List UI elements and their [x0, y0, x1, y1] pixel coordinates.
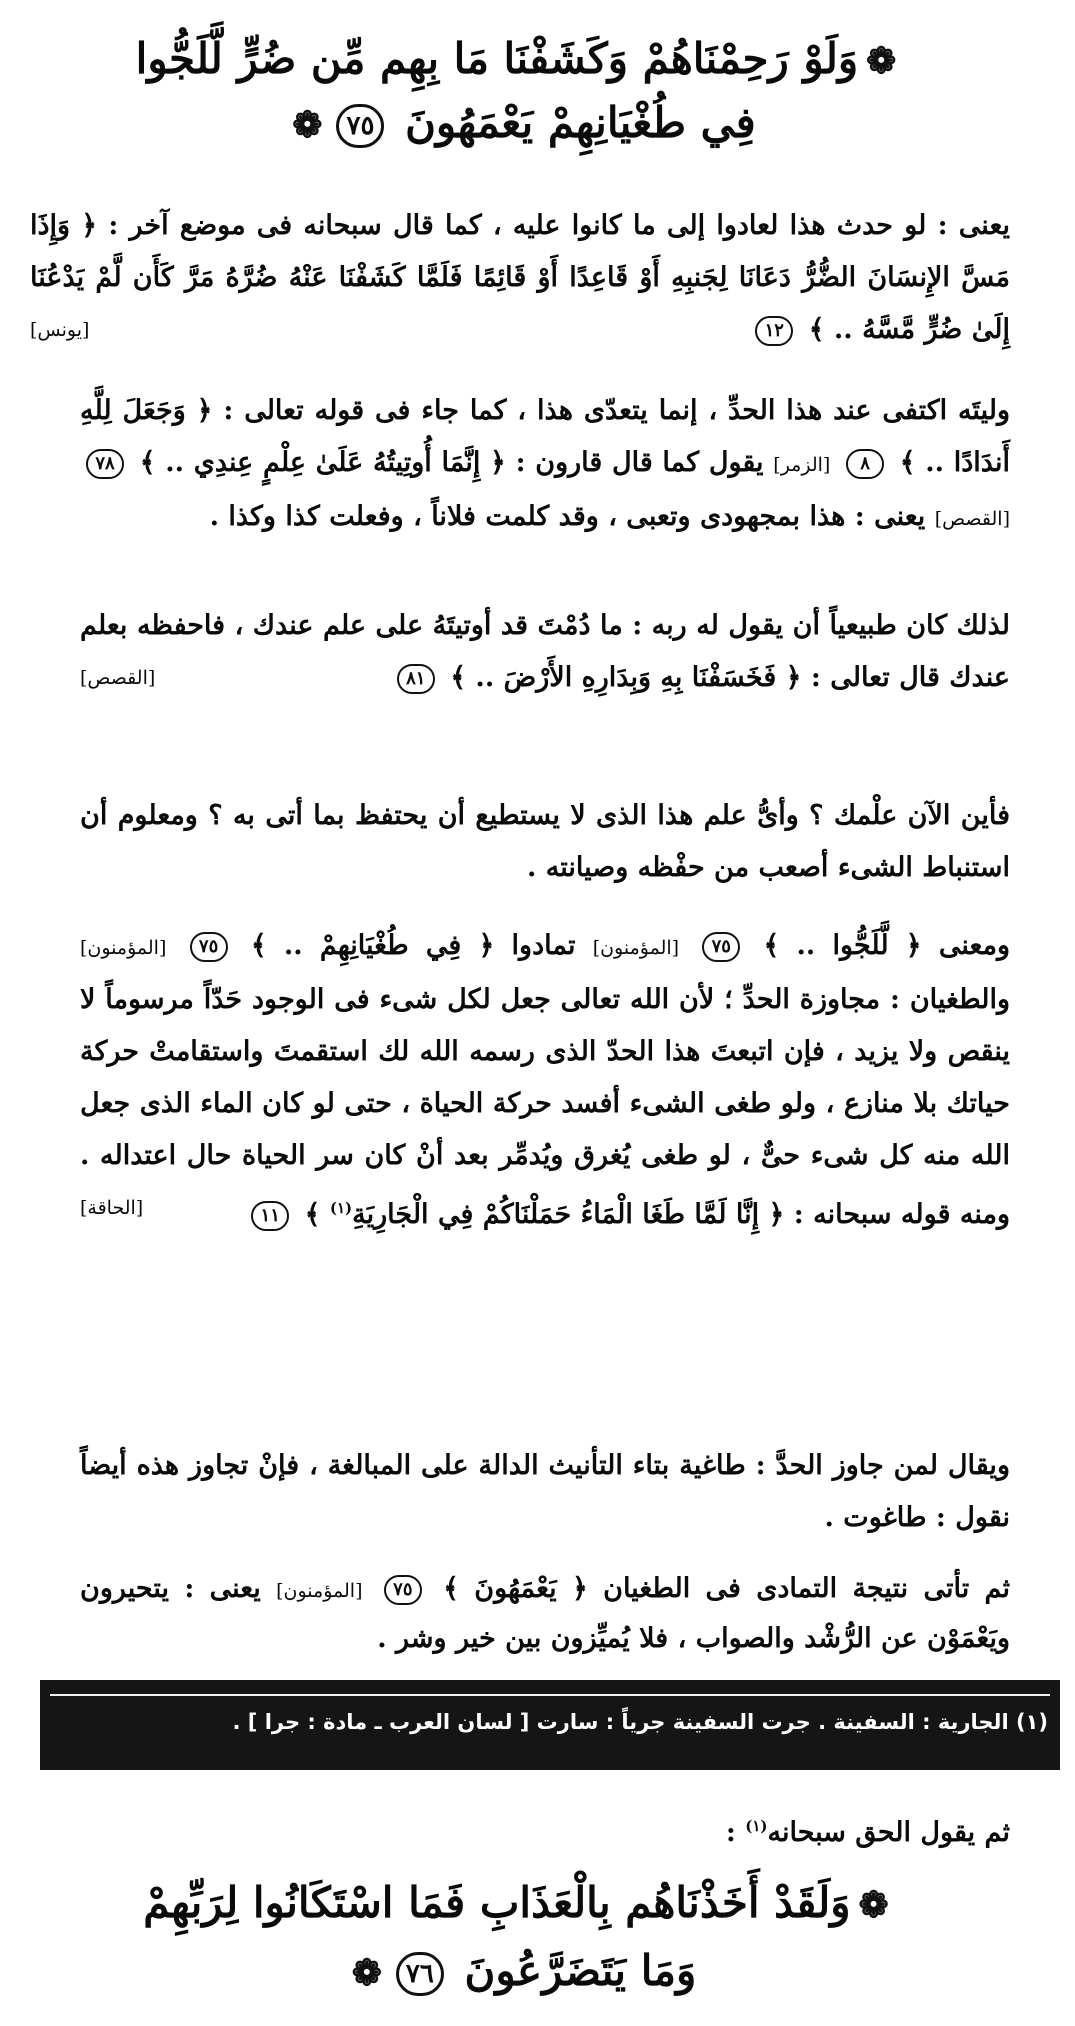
ayah-number-badge: ٧٨	[86, 449, 124, 479]
ayah-number-badge: ١١	[251, 1201, 289, 1231]
sura-reference: [القصص]	[80, 667, 156, 689]
ayah-number-badge: ٨١	[397, 664, 435, 694]
sura-reference: [القصص]	[934, 508, 1010, 530]
paragraph-2: وليتَه اكتفى عند هذا الحدِّ ، إنما يتعدّى هذا ، كما جاء فى قوله تعالى : ﴿ وَجَعَلَ لِلَّهِ أَندَادًا .. ﴾ ٨ [الزمر] يقول كما قال قارون : ﴿ إِنَّمَا أُوتِيتُهُ عَلَىٰ عِلْمٍ عِندِي .. ﴾ ٧٨ [القصص] يعنى : هذا بمجهودى وتعبى ، وقد كلمت فلاناً ، وفعلت كذا وكذا .	[80, 395, 1010, 532]
ayah-number-badge: ٧٥	[384, 1575, 422, 1605]
paragraph-7: ثم تأتى نتيجة التمادى فى الطغيان ﴿ يَعْمَهُونَ ﴾ ٧٥ [المؤمنون] يعنى : يتحيرون ويَعْمَوْن عن الرُّشْد والصواب ، فلا يُميِّزون بين خير وشر .	[80, 1573, 1011, 1654]
verse-line-1: ❁وَلَقَدْ أَخَذْنَاهُم بِالْعَذَابِ فَمَا اسْتَكَانُوا لِرَبِّهِمْ	[40, 1870, 1000, 1938]
paragraph-3: لذلك كان طبيعياً أن يقول له ربه : ما دُمْتَ قد أوتيتَهُ على علم عندك ، فاحفظه بعلم عندك قال تعالى : ﴿ فَخَسَفْنَا بِهِ وَبِدَارِهِ الأَرْضَ .. ﴾ ٨١ [القصص]	[80, 600, 1010, 704]
footnote-divider	[50, 1694, 1050, 1696]
paragraph-5: ومعنى ﴿ لَّلَجُّوا .. ﴾ ٧٥ [المؤمنون] تمادوا ﴿ فِي طُغْيَانِهِمْ .. ﴾ ٧٥ [المؤمنون] والطغيان : مجاوزة الحدِّ ؛ لأن الله تعالى جعل لكل شىء فى الوجود حَدّاً مرسوماً لا ينقص ولا يزيد ، فإن اتبعتَ هذا الحدّ الذى رسمه الله لك استقمتَ واستقامتْ حركة حياتك بلا منازع ، ولو طغى الشىء أفسد حركة الحياة ، حتى لو كان الماء الذى جعل الله منه كل شىء حىٌّ ، لو طغى يُغرق ويُدمِّر بعد أنْ كان سر الحياة حال اعتداله . ومنه قوله سبحانه : ﴿ إِنَّا لَمَّا طَغَا الْمَاءُ حَمَلْنَاكُمْ فِي الْجَارِيَةِ$^{(١)}$ ﴾ ١١ [الحاقة]	[80, 920, 1010, 1241]
ayah-number-badge: ١٢	[755, 316, 793, 346]
sura-reference: [المؤمنون]	[80, 937, 167, 959]
sura-reference: [الزمر]	[773, 454, 831, 476]
ayah-number-badge: ٧٥	[190, 932, 228, 962]
footnote-marker: (١)	[745, 1817, 768, 1835]
paragraph-6: ويقال لمن جاوز الحدَّ : طاغية بتاء التأنيث الدالة على المبالغة ، فإنْ تجاوز هذه أيضاً نقول : طاغوت .	[80, 1450, 1010, 1533]
sura-reference: [المؤمنون]	[276, 1580, 363, 1602]
verse-line-1: ❁وَلَوْ رَحِمْنَاهُمْ وَكَشَفْنَا مَا بِهِم مِّن ضُرٍّ لَّلَجُّوا	[40, 28, 1000, 92]
ayah-number-badge: ٨	[846, 449, 884, 479]
sura-reference: [يونس]	[30, 319, 90, 341]
paragraph-4: فأين الآن علْمك ؟ وأىُّ علم هذا الذى لا يستطيع أن يحتفظ بما أتى به ؟ ومعلوم أن استنباط الشىء أصعب من حفْظه وصيانته .	[80, 800, 1010, 883]
verse-header-bottom	[40, 1870, 1000, 2006]
ornament-icon: ❁	[866, 40, 897, 82]
ayah-number-badge: ٧٥	[336, 104, 384, 148]
ornament-icon: ❁	[858, 1884, 889, 1926]
footnote-bar	[40, 1680, 1060, 1770]
sura-reference: [الحاقة]	[80, 1197, 144, 1219]
ayah-number-badge: ٧٦	[396, 1952, 444, 1996]
paragraph-1: يعنى : لو حدث هذا لعادوا إلى ما كانوا عليه ، كما قال سبحانه فى موضع آخر : ﴿ وَإِذَا مَسَّ الإِنسَانَ الضُّرُّ دَعَانَا لِجَنبِهِ أَوْ قَاعِدًا أَوْ قَائِمًا فَلَمَّا كَشَفْنَا عَنْهُ ضُرَّهُ مَرَّ كَأَن لَّمْ يَدْعُنَا إِلَىٰ ضُرٍّ مَّسَّهُ .. ﴾ ١٢ [يونس]	[30, 200, 1010, 356]
ayah-number-badge: ٧٥	[702, 932, 740, 962]
verse-line-2: وَمَا يَتَضَرَّعُونَ ٧٦❁	[40, 1938, 1000, 2006]
footnote-marker: (١)	[329, 1199, 353, 1217]
ornament-icon: ❁	[351, 1952, 382, 1994]
verse-line-2: فِي طُغْيَانِهِمْ يَعْمَهُونَ ٧٥❁	[40, 92, 1000, 156]
verse-header-top	[40, 28, 1000, 156]
quran-quote: ﴿ وَإِذَا مَسَّ الإِنسَانَ الضُّرُّ دَعَانَا لِجَنبِهِ أَوْ قَاعِدًا أَوْ قَائِمًا فَلَمَّا كَشَفْنَا عَنْهُ ضُرَّهُ مَرَّ كَأَن لَّمْ يَدْعُنَا إِلَىٰ ضُرٍّ مَّسَّهُ .. ﴾	[30, 210, 1010, 345]
ornament-icon: ❁	[292, 104, 323, 146]
sura-reference: [المؤمنون]	[592, 937, 680, 959]
footnote-text: (١) الجارية : السفينة . جرت السفينة جرياً : سارت [ لسان العرب ـ مادة : جرا ] .	[232, 1710, 1048, 1734]
bottom-intro: ثم يقول الحق سبحانه$^{(١)}$ :	[725, 1817, 1010, 1848]
